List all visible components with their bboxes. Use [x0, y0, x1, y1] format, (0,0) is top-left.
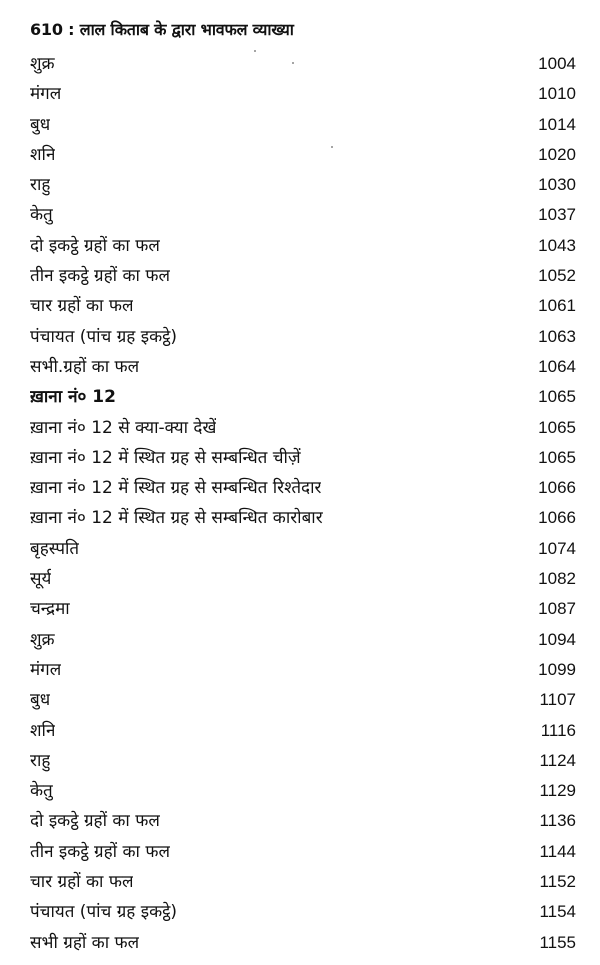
- toc-entry: [30, 140, 576, 170]
- toc-entry-title: राहु: [30, 175, 51, 196]
- toc-entry-title: ख़ाना नं० 12: [30, 387, 116, 408]
- toc-entry-title: बुध: [30, 114, 51, 135]
- scan-speck: [254, 50, 256, 52]
- toc-entry-page-number: 1065: [538, 447, 576, 467]
- toc-section-heading: [30, 382, 576, 412]
- toc-entry-title: सभी.ग्रहों का फल: [30, 356, 140, 377]
- toc-entry: [30, 49, 576, 79]
- toc-entry: [30, 685, 576, 715]
- toc-entry-page-number: 1099: [538, 659, 576, 679]
- toc-entry-page-number: 1065: [538, 387, 576, 407]
- toc-entry-title: शनि: [30, 720, 56, 741]
- toc-entry: [30, 837, 576, 867]
- toc-entry-title: शनि: [30, 144, 56, 165]
- toc-entry: [30, 110, 576, 140]
- toc-entry-page-number: 1087: [538, 599, 576, 619]
- toc-entry: [30, 79, 576, 109]
- toc-entry: [30, 534, 576, 564]
- toc-entry-title: बुध: [30, 690, 51, 711]
- toc-entry-title: ख़ाना नं० 12 में स्थित ग्रह से सम्बन्धित चीज़ें: [30, 447, 301, 468]
- toc-entry-title: सभी ग्रहों का फल: [30, 932, 140, 953]
- toc-entry-title: ख़ाना नं० 12 से क्या-क्या देखें: [30, 417, 217, 438]
- toc-entry: [30, 806, 576, 836]
- toc-entry-title: ख़ाना नं० 12 में स्थित ग्रह से सम्बन्धित कारोबार: [30, 508, 323, 529]
- toc-entry: [30, 413, 576, 443]
- toc-entry-page-number: 1082: [538, 569, 576, 589]
- toc-entry-page-number: 1094: [538, 629, 576, 649]
- toc-entry-page-number: 1043: [538, 235, 576, 255]
- toc-entry-title: चार ग्रहों का फल: [30, 296, 134, 317]
- toc-entry-page-number: 1152: [539, 872, 576, 892]
- toc-entry-page-number: 1020: [538, 144, 576, 164]
- toc-entry-title: राहु: [30, 750, 51, 771]
- toc-entry-title: दो इकट्ठे ग्रहों का फल: [30, 235, 160, 256]
- toc-entry: [30, 594, 576, 624]
- toc-entry: [30, 564, 576, 594]
- toc-entry: [30, 200, 576, 230]
- toc-entry: [30, 867, 576, 897]
- toc-entry-title: केतु: [30, 205, 53, 226]
- toc-entry: [30, 776, 576, 806]
- toc-entry-title: मंगल: [30, 84, 62, 105]
- toc-entry-title: तीन इकट्ठे ग्रहों का फल: [30, 841, 170, 862]
- table-of-contents: [30, 49, 576, 958]
- toc-entry: [30, 322, 576, 352]
- toc-entry-page-number: 1154: [539, 902, 576, 922]
- toc-entry: [30, 291, 576, 321]
- toc-entry-title: तीन इकट्ठे ग्रहों का फल: [30, 266, 170, 287]
- toc-entry-page-number: 1144: [539, 841, 576, 861]
- toc-entry: [30, 503, 576, 533]
- toc-entry: [30, 625, 576, 655]
- toc-entry-title: चन्द्रमा: [30, 599, 70, 620]
- toc-entry: [30, 443, 576, 473]
- running-header: 610 : लाल किताब के द्वारा भावफल व्याख्या: [30, 20, 294, 39]
- toc-entry: [30, 746, 576, 776]
- toc-entry: [30, 170, 576, 200]
- toc-entry-title: बृहस्पति: [30, 538, 80, 559]
- toc-entry-page-number: 1129: [539, 781, 576, 801]
- toc-entry-title: शुक्र: [30, 54, 55, 74]
- toc-entry-page-number: 1014: [538, 114, 576, 134]
- toc-entry-page-number: 1004: [538, 54, 576, 73]
- toc-entry: [30, 352, 576, 382]
- toc-entry-title: चार ग्रहों का फल: [30, 872, 134, 893]
- scan-speck: [331, 146, 333, 148]
- toc-entry: [30, 655, 576, 685]
- toc-entry: [30, 473, 576, 503]
- toc-entry-title: केतु: [30, 781, 53, 802]
- toc-entry: [30, 231, 576, 261]
- toc-entry-title: दो इकट्ठे ग्रहों का फल: [30, 811, 160, 832]
- toc-entry-title: सूर्य: [30, 569, 52, 590]
- scan-speck: [292, 62, 294, 64]
- toc-entry: [30, 716, 576, 746]
- toc-entry-title: पंचायत (पांच ग्रह इकट्ठे): [30, 326, 178, 347]
- toc-entry-page-number: 1136: [539, 811, 576, 831]
- toc-entry-page-number: 1065: [538, 417, 576, 437]
- toc-entry: [30, 897, 576, 927]
- toc-entry-page-number: 1124: [539, 750, 576, 770]
- toc-entry-title: मंगल: [30, 659, 62, 680]
- toc-entry-page-number: 1063: [538, 326, 576, 346]
- toc-entry-page-number: 1052: [538, 266, 576, 286]
- toc-entry-page-number: 1066: [538, 508, 576, 528]
- toc-entry-title: ख़ाना नं० 12 में स्थित ग्रह से सम्बन्धित रिश्तेदार: [30, 478, 322, 499]
- toc-entry-title: पंचायत (पांच ग्रह इकट्ठे): [30, 902, 178, 923]
- toc-entry-page-number: 1030: [538, 175, 576, 195]
- toc-entry-page-number: 1064: [538, 356, 576, 376]
- toc-entry-page-number: 1037: [538, 205, 576, 225]
- toc-entry-page-number: 1155: [539, 932, 576, 952]
- toc-entry-page-number: 1061: [538, 296, 576, 316]
- toc-entry-page-number: 1074: [538, 538, 576, 558]
- toc-entry: [30, 928, 576, 958]
- toc-entry-page-number: 1107: [539, 690, 576, 710]
- toc-entry: [30, 261, 576, 291]
- toc-entry-page-number: 1116: [540, 720, 576, 740]
- toc-entry-page-number: 1066: [538, 478, 576, 498]
- toc-entry-title: शुक्र: [30, 629, 55, 650]
- toc-entry-page-number: 1010: [538, 84, 576, 104]
